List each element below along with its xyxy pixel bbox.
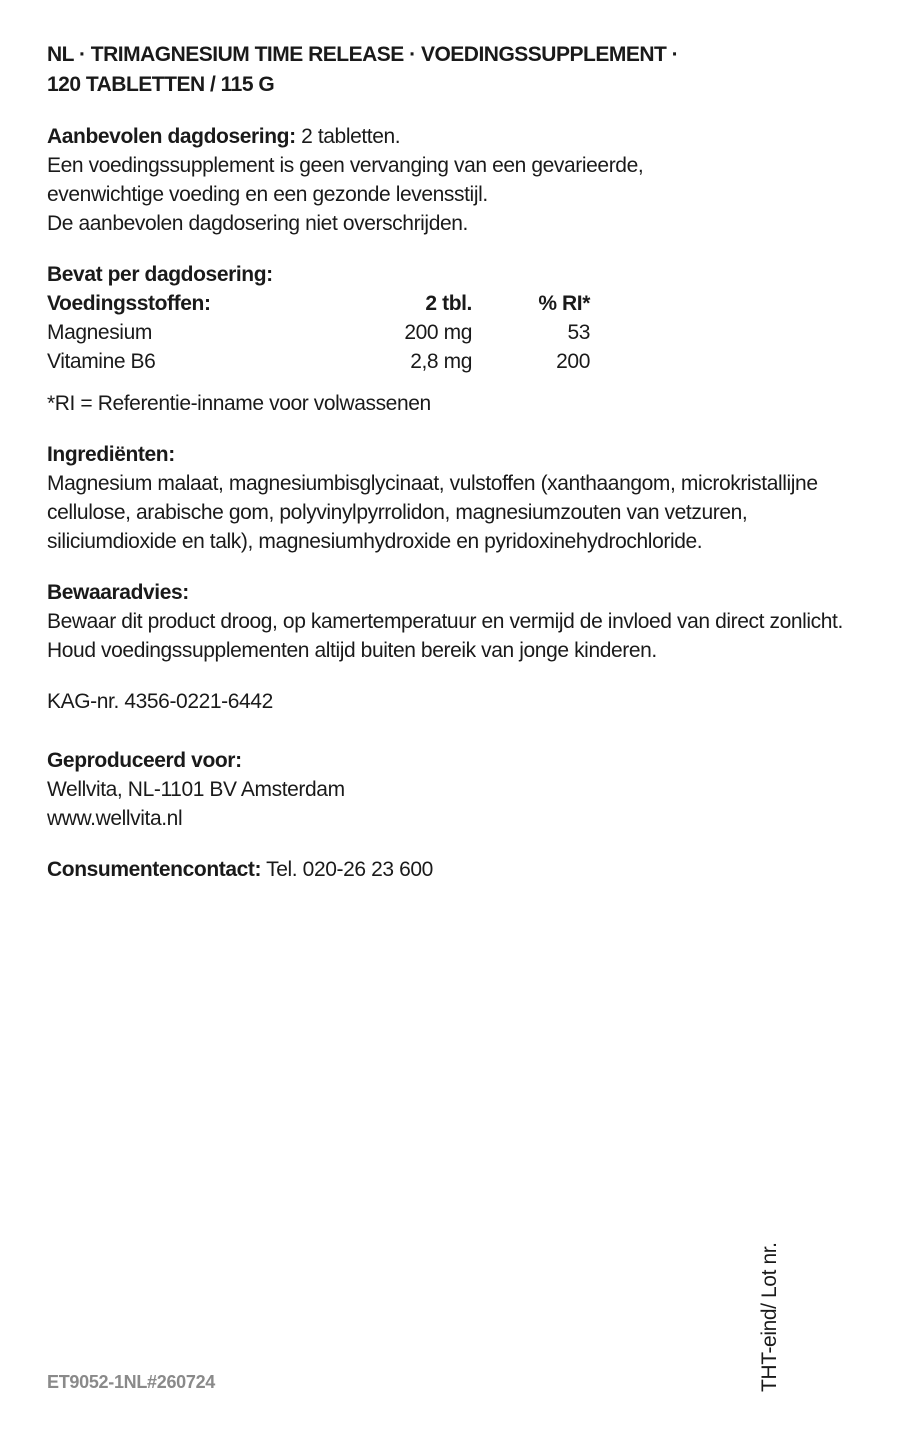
- nutrition-header-ri: % RI*: [538, 292, 590, 315]
- contact-section: [47, 855, 867, 884]
- storage-text-2: Houd voedingssupplementen altijd buiten bereik van jonge kinderen.: [47, 639, 657, 662]
- ingredients-text-3: siliciumdioxide en talk), magnesiumhydroxide en pyridoxinehydrochloride.: [47, 530, 703, 553]
- nutrition-title: Bevat per dagdosering:: [47, 263, 273, 286]
- kag-section: [47, 687, 867, 716]
- nutrient-dose: 2,8 mg: [410, 350, 472, 373]
- nutrient-ri: 53: [567, 321, 590, 344]
- storage-title: Bewaaradvies:: [47, 581, 189, 604]
- lot-number-label: THT-eind/ Lot nr.: [758, 1242, 781, 1392]
- storage-section: [47, 578, 867, 665]
- producer-title: Geproduceerd voor:: [47, 749, 242, 772]
- product-header: [47, 40, 867, 100]
- ingredients-text-2: cellulose, arabische gom, polyvinylpyrrolidon, magnesiumzouten van vetzuren,: [47, 501, 748, 524]
- nutrient-name: Magnesium: [47, 321, 152, 344]
- nutrient-ri: 200: [556, 350, 590, 373]
- dosage-text-1: Een voedingssupplement is geen vervanging van een gevarieerde,: [47, 154, 644, 177]
- dosage-line: [47, 122, 867, 151]
- producer-address: Wellvita, NL-1101 BV Amsterdam: [47, 778, 345, 801]
- producer-website: www.wellvita.nl: [47, 807, 183, 830]
- ingredients-text-1: Magnesium malaat, magnesiumbisglycinaat, vulstoffen (xanthaangom, microkristallijne: [47, 472, 818, 495]
- ingredients-title: Ingrediënten:: [47, 443, 175, 466]
- product-title-line-1: NL · TRIMAGNESIUM TIME RELEASE · VOEDINGSSUPPLEMENT ·: [47, 43, 679, 66]
- nutrition-section: [47, 260, 867, 376]
- dosage-value: 2 tabletten.: [295, 125, 401, 148]
- nutrition-header-dose: 2 tbl.: [425, 292, 472, 315]
- contact-phone: Tel. 020-26 23 600: [261, 858, 433, 881]
- dosage-text-3: De aanbevolen dagdosering niet overschrijden.: [47, 212, 468, 235]
- nutrition-table: [47, 289, 590, 376]
- product-title-line-2: 120 TABLETTEN / 115 G: [47, 73, 275, 96]
- contact-line: [47, 855, 867, 884]
- footer-code: ET9052-1NL#260724: [47, 1372, 216, 1392]
- ingredients-section: [47, 440, 867, 556]
- ri-footnote: *RI = Referentie-inname voor volwassenen: [47, 392, 431, 415]
- dosage-text-2: evenwichtige voeding en een gezonde levensstijl.: [47, 183, 488, 206]
- table-row: [47, 347, 590, 376]
- kag-number: KAG-nr. 4356-0221-6442: [47, 690, 273, 713]
- dosage-section: [47, 122, 867, 238]
- storage-text-1: Bewaar dit product droog, op kamertemperatuur en vermijd de invloed van direct zonlicht.: [47, 610, 843, 633]
- ri-footnote-section: [47, 389, 867, 418]
- dosage-label: Aanbevolen dagdosering:: [47, 125, 296, 148]
- label-text: [47, 40, 867, 884]
- nutrition-header-nutrient: Voedingsstoffen:: [47, 292, 211, 315]
- contact-label: Consumentencontact:: [47, 858, 262, 881]
- table-row: [47, 318, 590, 347]
- nutrition-header-row: [47, 289, 590, 318]
- producer-section: [47, 746, 867, 833]
- nutrient-dose: 200 mg: [404, 321, 472, 344]
- nutrient-name: Vitamine B6: [47, 350, 156, 373]
